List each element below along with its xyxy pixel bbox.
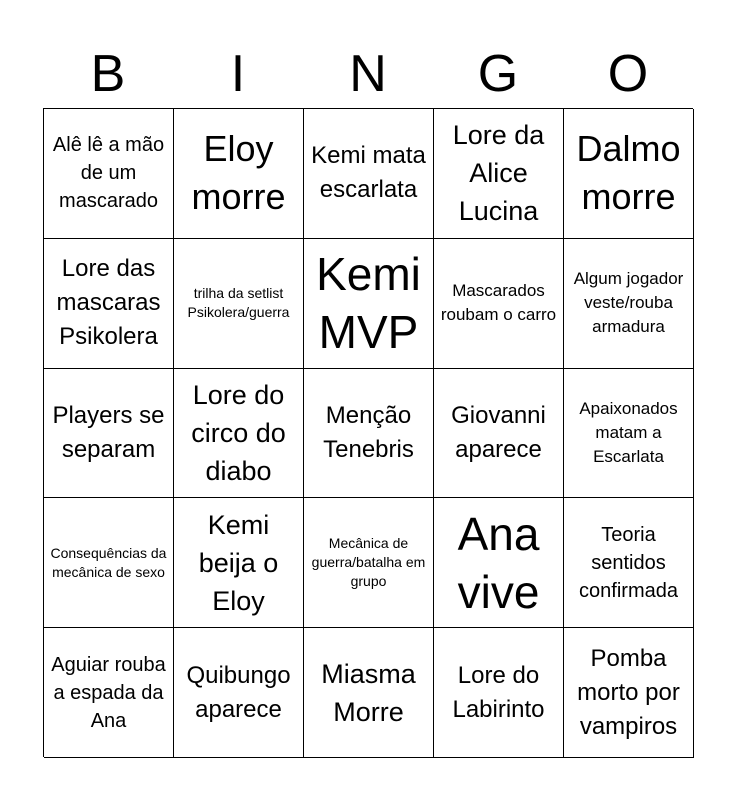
bingo-cell[interactable]: [564, 109, 694, 239]
cell-text: Miasma Morre: [321, 658, 416, 727]
header-letter-o: O: [607, 45, 649, 103]
bingo-cell[interactable]: [564, 498, 694, 628]
bingo-cell[interactable]: [174, 369, 304, 499]
cell-text: Teoria sentidos confirmada: [579, 523, 678, 602]
header-letter-n: N: [349, 45, 387, 103]
cell-text: Kemi mata escarlata: [311, 142, 426, 204]
cell-text: Lore do circo do diabo: [191, 379, 286, 486]
bingo-header: [43, 40, 693, 108]
cell-text: Quibungo aparece: [186, 661, 291, 723]
bingo-cell[interactable]: [174, 498, 304, 628]
bingo-cell[interactable]: [44, 628, 174, 758]
bingo-cell[interactable]: [434, 369, 564, 499]
cell-text: Consequências da mecânica de sexo: [50, 544, 167, 580]
bingo-cell[interactable]: [434, 628, 564, 758]
header-letter-b: B: [90, 45, 126, 103]
cell-text: Lore das mascaras Psikolera: [56, 255, 161, 351]
cell-text: Dalmo morre: [576, 128, 681, 218]
bingo-cell[interactable]: [174, 628, 304, 758]
cell-text: Alê lê a mão de um mascarado: [52, 134, 165, 213]
bingo-cell[interactable]: [174, 109, 304, 239]
cell-text: Mecânica de guerra/batalha em grupo: [311, 535, 426, 590]
cell-text: Kemi MVP: [316, 248, 421, 359]
cell-text: Eloy morre: [191, 128, 286, 218]
bingo-card-grid: [43, 108, 693, 757]
cell-text: Algum jogador veste/rouba armadura: [573, 269, 684, 337]
cell-text: Lore da Alice Lucina: [452, 120, 545, 227]
bingo-cell[interactable]: [304, 498, 434, 628]
bingo-cell[interactable]: [304, 369, 434, 499]
cell-text: Pomba morto por vampiros: [577, 644, 680, 740]
bingo-cell[interactable]: [304, 239, 434, 369]
cell-text: Kemi beija o Eloy: [198, 509, 279, 616]
bingo-cell[interactable]: [434, 109, 564, 239]
cell-text: Players se separam: [52, 401, 165, 463]
bingo-cell[interactable]: [44, 498, 174, 628]
cell-text: Giovanni aparece: [451, 401, 546, 463]
cell-text: Mascarados roubam o carro: [440, 281, 557, 325]
bingo-cell[interactable]: [434, 498, 564, 628]
bingo-cell[interactable]: [304, 109, 434, 239]
cell-text: Lore do Labirinto: [452, 661, 545, 723]
cell-text: Ana vive: [457, 507, 540, 618]
cell-text: trilha da setlist Psikolera/guerra: [187, 285, 290, 321]
bingo-cell[interactable]: [174, 239, 304, 369]
bingo-cell[interactable]: [434, 239, 564, 369]
cell-text: Aguiar rouba a espada da Ana: [51, 653, 166, 732]
header-letter-g: G: [477, 45, 519, 103]
cell-text: Menção Tenebris: [323, 401, 414, 463]
cell-text: Apaixonados matam a Escarlata: [579, 398, 678, 466]
bingo-cell[interactable]: [304, 628, 434, 758]
header-letter-i: I: [230, 45, 246, 103]
bingo-cell[interactable]: [564, 369, 694, 499]
bingo-cell[interactable]: [564, 628, 694, 758]
bingo-cell[interactable]: [564, 239, 694, 369]
bingo-cell[interactable]: [44, 369, 174, 499]
bingo-cell[interactable]: [44, 239, 174, 369]
bingo-cell[interactable]: [44, 109, 174, 239]
